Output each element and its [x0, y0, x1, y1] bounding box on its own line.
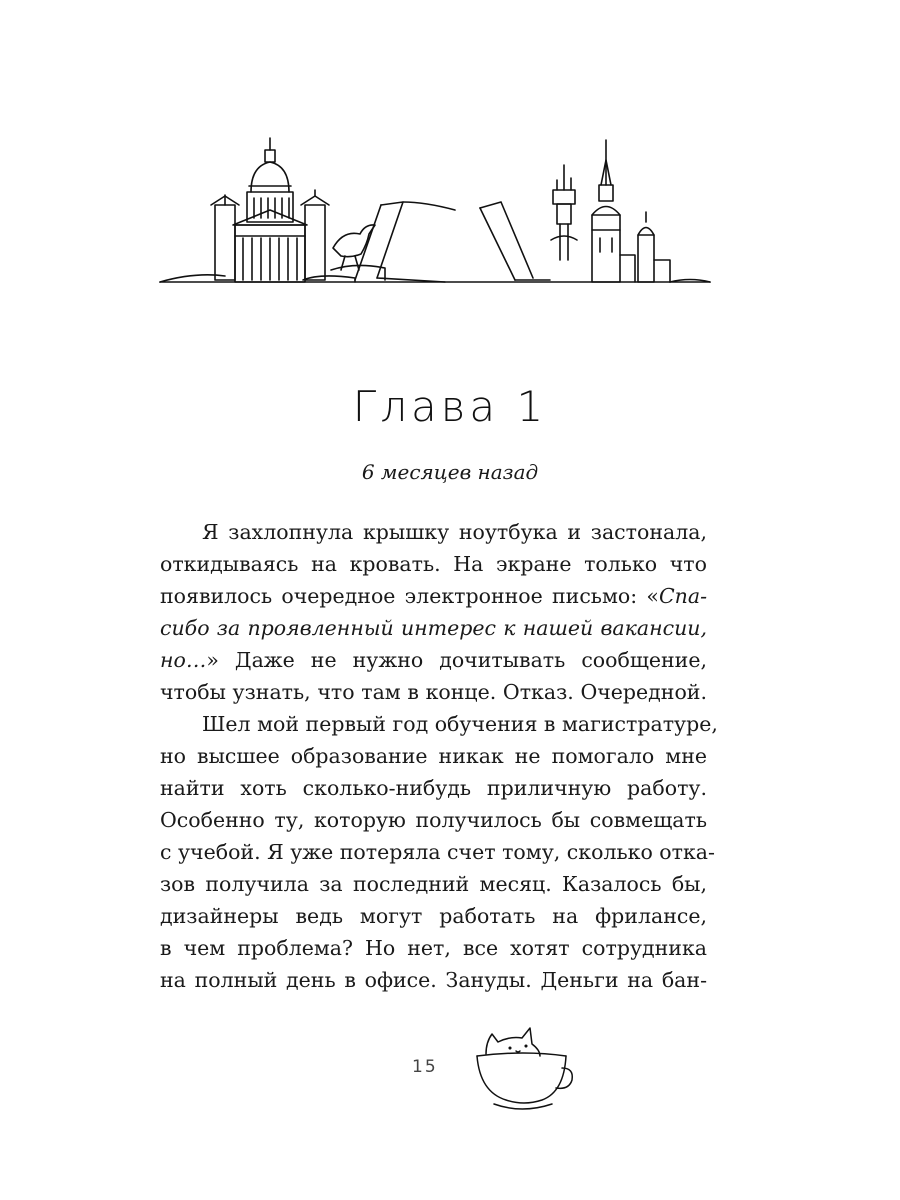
body-text	[160, 516, 718, 996]
text-line: с учебой. Я уже потеряла счет тому, сколько отка-	[160, 840, 715, 864]
cat-in-teacup-icon	[474, 1022, 574, 1114]
text-line	[160, 580, 707, 612]
italic-quote: Спа-	[658, 584, 707, 608]
text-line: зов получила за последний месяц. Казалось бы,	[160, 872, 707, 896]
text-line: откидываясь на кровать. На экране только что	[160, 552, 707, 576]
text-line: дизайнеры ведь могут работать на фрилансе,	[160, 904, 707, 928]
chapter-title: Глава 1	[352, 382, 548, 431]
text-span: » Даже не нужно дочитывать сообщение,	[206, 648, 707, 672]
page-number: 15	[412, 1057, 438, 1077]
text-line: чтобы узнать, что там в конце. Отказ. Очередной.	[160, 680, 707, 704]
text-span: появилось очередное электронное письмо: «	[160, 584, 659, 608]
text-line: Я захлопнула крышку ноутбука и застонала,	[202, 520, 707, 544]
chapter-subtitle: 6 месяцев назад	[361, 460, 539, 484]
text-line: Шел мой первый год обучения в магистратуре,	[202, 712, 718, 736]
saint-petersburg-skyline-icon	[155, 130, 715, 300]
skyline-illustration	[155, 130, 715, 300]
text-line	[160, 644, 707, 676]
text-line: на полный день в офисе. Зануды. Деньги на бан-	[160, 968, 707, 992]
text-line: сибо за проявленный интерес к нашей вакансии,	[160, 616, 707, 640]
text-line: Особенно ту, которую получилось бы совмещать	[160, 808, 707, 832]
italic-quote: но…	[160, 648, 207, 672]
cat-cup-illustration	[474, 1022, 574, 1114]
text-line: найти хоть сколько-нибудь приличную работу.	[160, 776, 707, 800]
text-line: но высшее образование никак не помогало мне	[160, 744, 707, 768]
text-line: в чем проблема? Но нет, все хотят сотрудника	[160, 936, 707, 960]
